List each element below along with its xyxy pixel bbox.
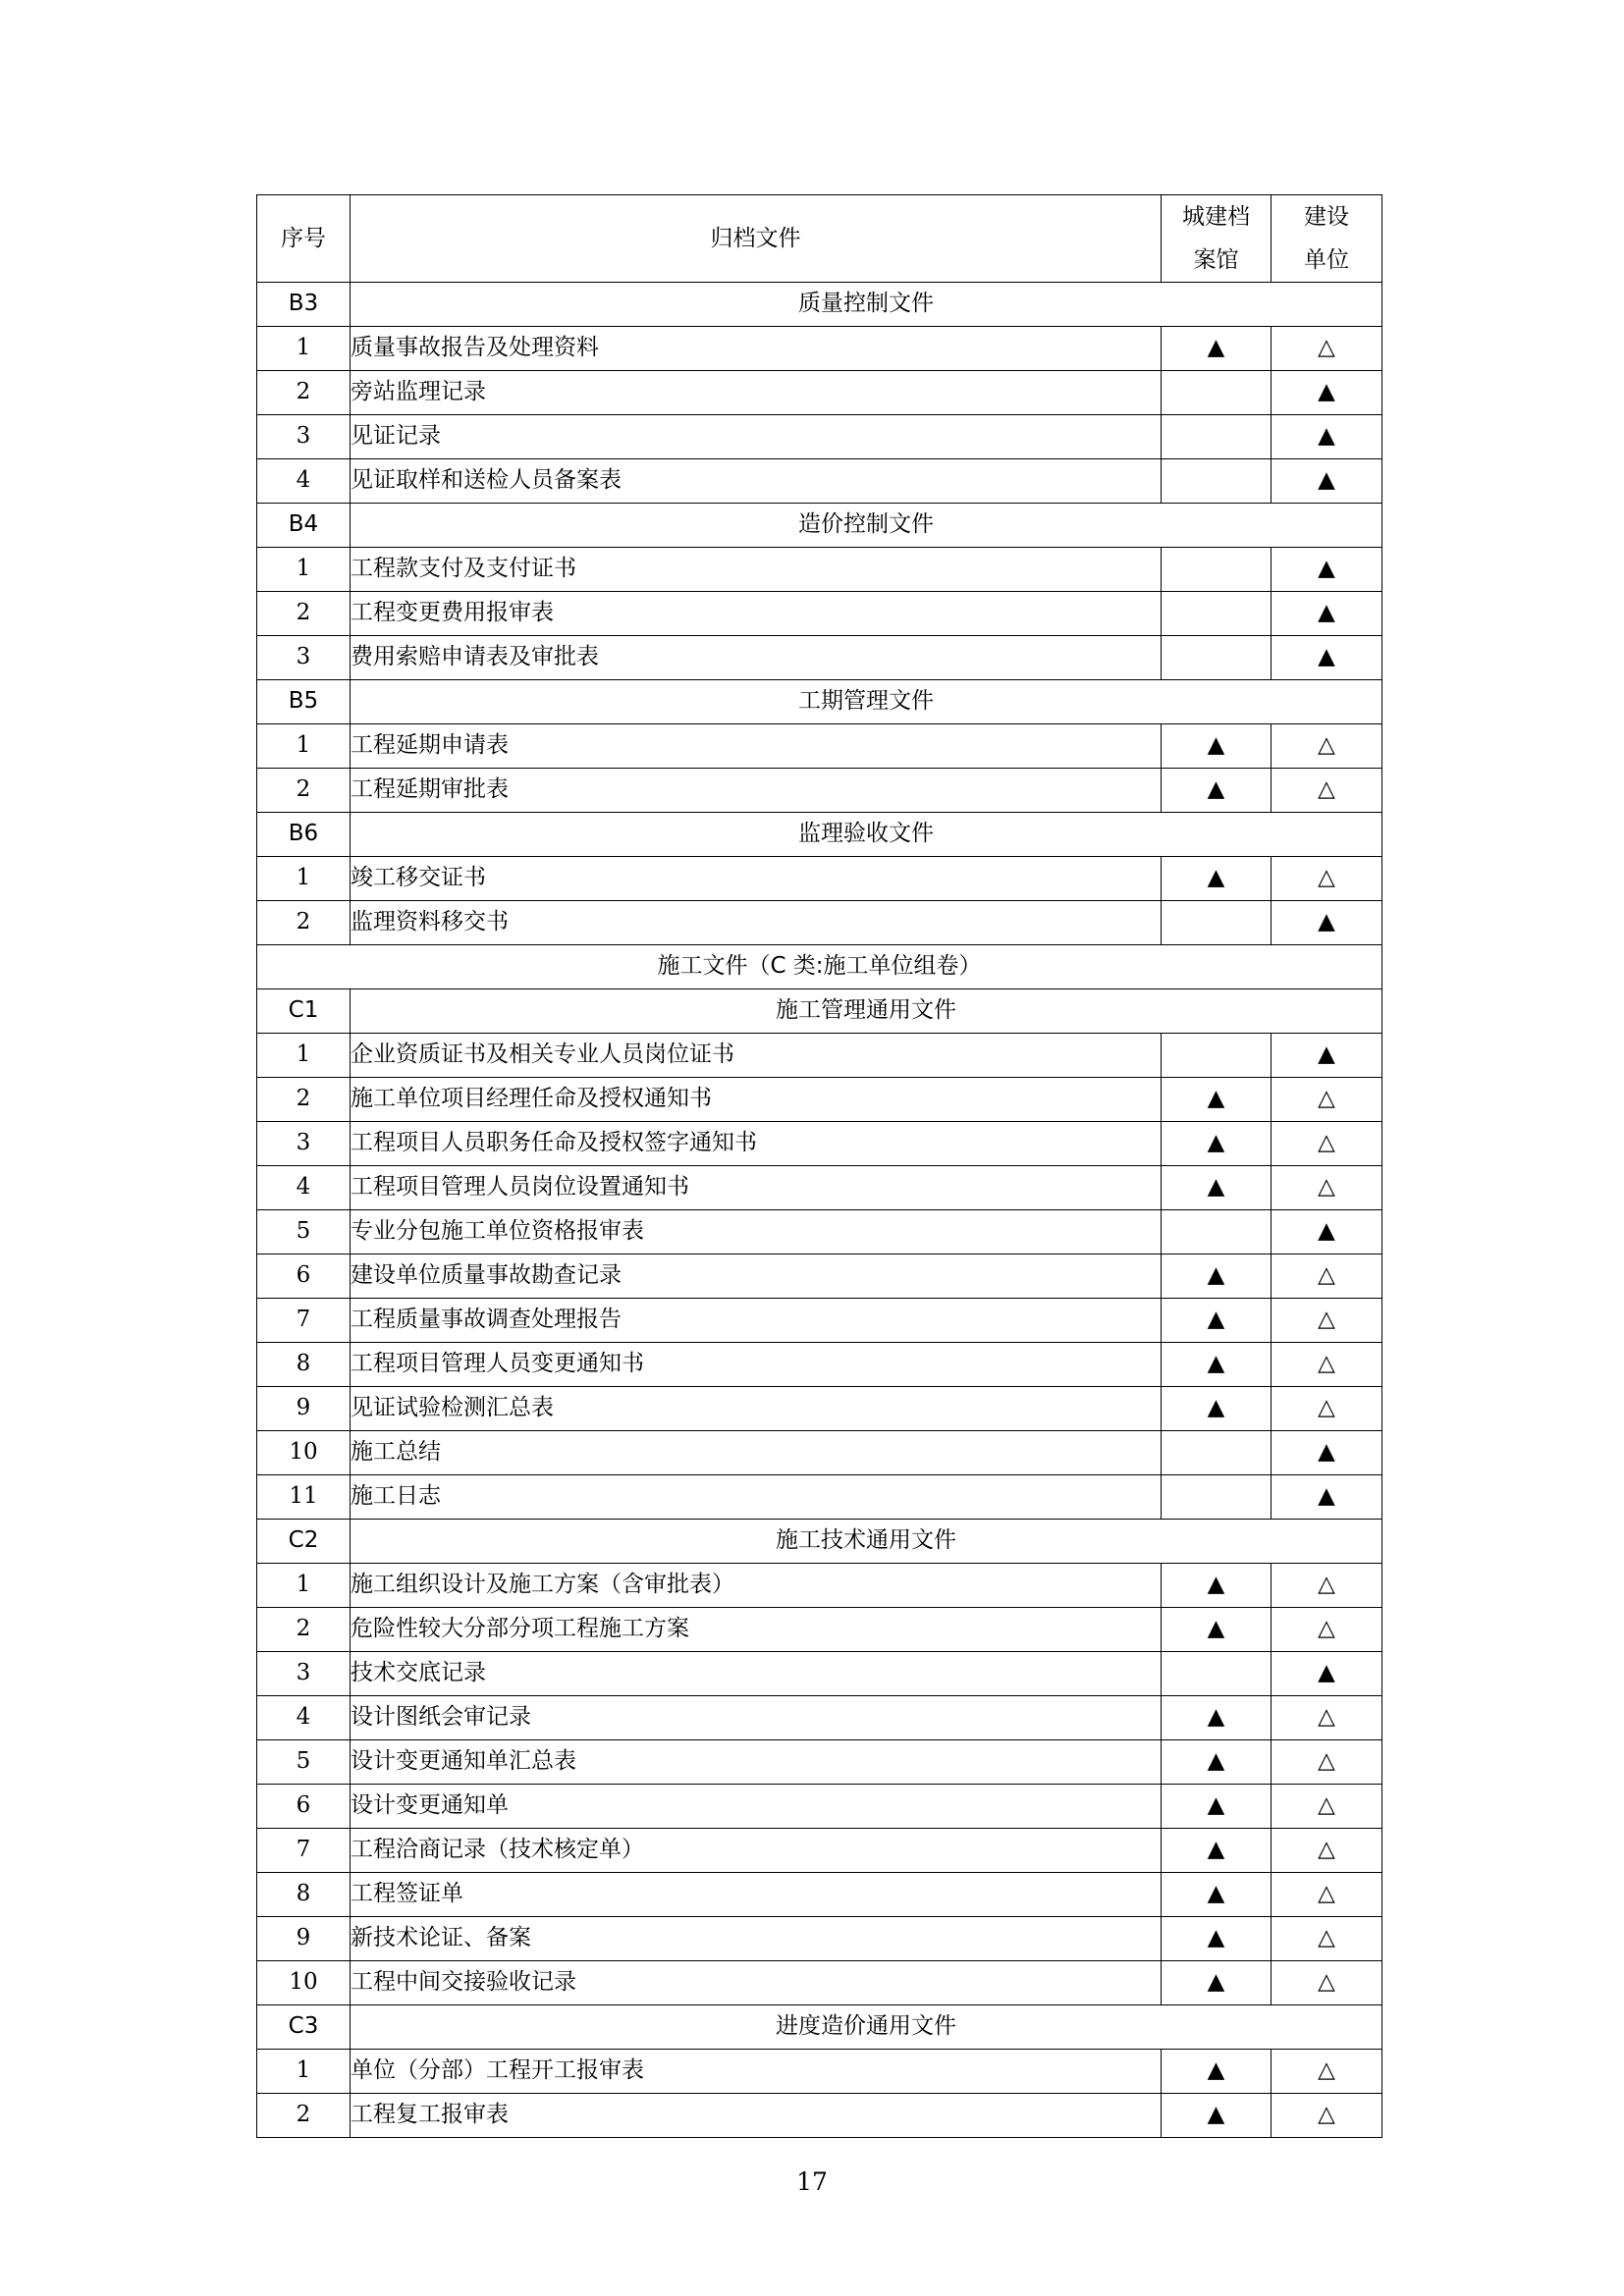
section-code: B6: [257, 813, 351, 857]
item-name: 建设单位质量事故勘查记录: [351, 1255, 1162, 1299]
archive-mark: [1162, 548, 1272, 592]
unit-mark: △: [1272, 2094, 1382, 2138]
archive-mark: [1162, 1652, 1272, 1696]
table-row: [257, 1873, 1382, 1917]
item-number: 2: [257, 1608, 351, 1652]
item-name: 工程项目人员职务任命及授权签字通知书: [351, 1122, 1162, 1166]
archive-mark: [1162, 415, 1272, 459]
item-name: 单位（分部）工程开工报审表: [351, 2050, 1162, 2094]
item-number: 2: [257, 769, 351, 813]
item-name: 见证记录: [351, 415, 1162, 459]
item-name: 旁站监理记录: [351, 371, 1162, 415]
table-row: [257, 724, 1382, 769]
unit-mark: △: [1272, 1829, 1382, 1873]
table-row: [257, 1078, 1382, 1122]
archive-mark: ▲: [1162, 1961, 1272, 2005]
section-row: [257, 504, 1382, 548]
table-row: [257, 2094, 1382, 2138]
item-number: 3: [257, 1652, 351, 1696]
section-code: C1: [257, 989, 351, 1034]
category-row: [257, 945, 1382, 989]
header-serial-no: 序号: [257, 195, 351, 283]
unit-mark: △: [1272, 327, 1382, 371]
unit-mark: ▲: [1272, 371, 1382, 415]
unit-mark: ▲: [1272, 636, 1382, 680]
section-row: [257, 989, 1382, 1034]
table-row: [257, 1387, 1382, 1431]
item-name: 工程款支付及支付证书: [351, 548, 1162, 592]
archive-mark: ▲: [1162, 2050, 1272, 2094]
unit-mark: △: [1272, 769, 1382, 813]
unit-mark: ▲: [1272, 459, 1382, 504]
archive-mark: [1162, 1431, 1272, 1475]
archive-mark: ▲: [1162, 1255, 1272, 1299]
section-title: 进度造价通用文件: [351, 2005, 1382, 2050]
header-city-archive: 城建档 案馆: [1162, 195, 1272, 283]
archive-mark: ▲: [1162, 724, 1272, 769]
table-row: [257, 415, 1382, 459]
archive-mark: [1162, 901, 1272, 945]
table-row: [257, 1122, 1382, 1166]
table-row: [257, 2050, 1382, 2094]
archive-mark: ▲: [1162, 1166, 1272, 1210]
item-name: 新技术论证、备案: [351, 1917, 1162, 1961]
category-title: 施工文件（C 类:施工单位组卷）: [257, 945, 1382, 989]
archive-mark: ▲: [1162, 1873, 1272, 1917]
unit-mark: △: [1272, 1785, 1382, 1829]
table-row: [257, 769, 1382, 813]
item-number: 5: [257, 1740, 351, 1785]
table-row: [257, 1034, 1382, 1078]
item-number: 10: [257, 1961, 351, 2005]
table-row: [257, 592, 1382, 636]
table-row: [257, 459, 1382, 504]
item-number: 2: [257, 1078, 351, 1122]
item-name: 危险性较大分部分项工程施工方案: [351, 1608, 1162, 1652]
section-title: 施工管理通用文件: [351, 989, 1382, 1034]
section-title: 质量控制文件: [351, 283, 1382, 327]
item-number: 4: [257, 1696, 351, 1740]
unit-mark: △: [1272, 1387, 1382, 1431]
item-name: 工程复工报审表: [351, 2094, 1162, 2138]
archive-mark: ▲: [1162, 857, 1272, 901]
section-row: [257, 1520, 1382, 1564]
table-row: [257, 1785, 1382, 1829]
unit-mark: △: [1272, 1122, 1382, 1166]
table-row: [257, 1210, 1382, 1255]
unit-mark: △: [1272, 1564, 1382, 1608]
table-header-row: [257, 195, 1382, 283]
item-name: 工程中间交接验收记录: [351, 1961, 1162, 2005]
item-number: 1: [257, 1034, 351, 1078]
unit-mark: ▲: [1272, 1431, 1382, 1475]
unit-mark: △: [1272, 2050, 1382, 2094]
archive-mark: ▲: [1162, 1564, 1272, 1608]
table-row: [257, 1166, 1382, 1210]
unit-mark: △: [1272, 857, 1382, 901]
item-number: 10: [257, 1431, 351, 1475]
archive-mark: [1162, 1210, 1272, 1255]
table-row: [257, 1652, 1382, 1696]
item-number: 8: [257, 1873, 351, 1917]
item-number: 4: [257, 1166, 351, 1210]
table-row: [257, 327, 1382, 371]
item-number: 7: [257, 1829, 351, 1873]
item-number: 2: [257, 2094, 351, 2138]
archive-mark: ▲: [1162, 1122, 1272, 1166]
item-number: 11: [257, 1475, 351, 1520]
unit-mark: ▲: [1272, 1034, 1382, 1078]
header-construction-unit: 建设 单位: [1272, 195, 1382, 283]
table-row: [257, 1961, 1382, 2005]
item-number: 2: [257, 901, 351, 945]
page-number: 17: [796, 2167, 828, 2196]
item-name: 工程变更费用报审表: [351, 592, 1162, 636]
archive-mark: ▲: [1162, 327, 1272, 371]
item-name: 见证取样和送检人员备案表: [351, 459, 1162, 504]
item-name: 工程项目管理人员变更通知书: [351, 1343, 1162, 1387]
archive-mark: [1162, 636, 1272, 680]
table-row: [257, 857, 1382, 901]
table-row: [257, 636, 1382, 680]
item-name: 竣工移交证书: [351, 857, 1162, 901]
section-title: 监理验收文件: [351, 813, 1382, 857]
section-code: B4: [257, 504, 351, 548]
table-row: [257, 548, 1382, 592]
unit-mark: △: [1272, 1343, 1382, 1387]
table-row: [257, 1431, 1382, 1475]
archive-mark: ▲: [1162, 1829, 1272, 1873]
archive-mark: ▲: [1162, 1299, 1272, 1343]
table-row: [257, 901, 1382, 945]
item-number: 1: [257, 327, 351, 371]
item-number: 2: [257, 592, 351, 636]
archive-mark: ▲: [1162, 1608, 1272, 1652]
item-name: 工程质量事故调查处理报告: [351, 1299, 1162, 1343]
archive-mark: ▲: [1162, 769, 1272, 813]
unit-mark: △: [1272, 1917, 1382, 1961]
item-number: 8: [257, 1343, 351, 1387]
section-title: 造价控制文件: [351, 504, 1382, 548]
unit-mark: △: [1272, 1078, 1382, 1122]
unit-mark: ▲: [1272, 1652, 1382, 1696]
item-name: 施工组织设计及施工方案（含审批表）: [351, 1564, 1162, 1608]
unit-mark: △: [1272, 1696, 1382, 1740]
table-row: [257, 1299, 1382, 1343]
archive-mark: ▲: [1162, 1078, 1272, 1122]
table-row: [257, 371, 1382, 415]
unit-mark: △: [1272, 724, 1382, 769]
item-number: 3: [257, 636, 351, 680]
table-row: [257, 1917, 1382, 1961]
archive-mark: ▲: [1162, 1917, 1272, 1961]
archive-mark: ▲: [1162, 1740, 1272, 1785]
unit-mark: △: [1272, 1166, 1382, 1210]
item-name: 工程洽商记录（技术核定单）: [351, 1829, 1162, 1873]
section-code: C3: [257, 2005, 351, 2050]
table-row: [257, 1343, 1382, 1387]
table-row: [257, 1564, 1382, 1608]
item-name: 工程延期申请表: [351, 724, 1162, 769]
unit-mark: △: [1272, 1299, 1382, 1343]
section-code: B3: [257, 283, 351, 327]
section-code: C2: [257, 1520, 351, 1564]
unit-mark: ▲: [1272, 1210, 1382, 1255]
item-number: 1: [257, 724, 351, 769]
archive-mark: [1162, 371, 1272, 415]
item-number: 3: [257, 415, 351, 459]
archive-mark: ▲: [1162, 1785, 1272, 1829]
item-number: 1: [257, 548, 351, 592]
archive-mark: ▲: [1162, 2094, 1272, 2138]
item-number: 6: [257, 1255, 351, 1299]
item-name: 施工总结: [351, 1431, 1162, 1475]
table-body: [257, 283, 1382, 2138]
item-number: 3: [257, 1122, 351, 1166]
unit-mark: ▲: [1272, 548, 1382, 592]
section-row: [257, 680, 1382, 724]
item-number: 7: [257, 1299, 351, 1343]
item-name: 专业分包施工单位资格报审表: [351, 1210, 1162, 1255]
item-name: 质量事故报告及处理资料: [351, 327, 1162, 371]
item-number: 1: [257, 2050, 351, 2094]
section-row: [257, 2005, 1382, 2050]
unit-mark: △: [1272, 1608, 1382, 1652]
item-number: 6: [257, 1785, 351, 1829]
item-name: 见证试验检测汇总表: [351, 1387, 1162, 1431]
unit-mark: ▲: [1272, 592, 1382, 636]
item-name: 技术交底记录: [351, 1652, 1162, 1696]
item-number: 5: [257, 1210, 351, 1255]
item-name: 监理资料移交书: [351, 901, 1162, 945]
archive-mark: [1162, 1475, 1272, 1520]
table-row: [257, 1255, 1382, 1299]
archive-mark: [1162, 1034, 1272, 1078]
item-name: 施工单位项目经理任命及授权通知书: [351, 1078, 1162, 1122]
item-name: 施工日志: [351, 1475, 1162, 1520]
item-name: 工程签证单: [351, 1873, 1162, 1917]
unit-mark: ▲: [1272, 901, 1382, 945]
section-row: [257, 813, 1382, 857]
item-name: 设计变更通知单: [351, 1785, 1162, 1829]
table-row: [257, 1740, 1382, 1785]
item-number: 2: [257, 371, 351, 415]
table-row: [257, 1475, 1382, 1520]
unit-mark: ▲: [1272, 1475, 1382, 1520]
section-title: 工期管理文件: [351, 680, 1382, 724]
archive-mark: ▲: [1162, 1343, 1272, 1387]
archive-file-table: [256, 194, 1382, 2138]
item-name: 工程延期审批表: [351, 769, 1162, 813]
unit-mark: △: [1272, 1740, 1382, 1785]
header-archive-file: 归档文件: [351, 195, 1162, 283]
item-name: 企业资质证书及相关专业人员岗位证书: [351, 1034, 1162, 1078]
archive-mark: [1162, 592, 1272, 636]
table-row: [257, 1829, 1382, 1873]
table-row: [257, 1608, 1382, 1652]
item-name: 工程项目管理人员岗位设置通知书: [351, 1166, 1162, 1210]
table-row: [257, 1696, 1382, 1740]
unit-mark: ▲: [1272, 415, 1382, 459]
section-row: [257, 283, 1382, 327]
unit-mark: △: [1272, 1873, 1382, 1917]
item-number: 9: [257, 1387, 351, 1431]
unit-mark: △: [1272, 1961, 1382, 2005]
section-title: 施工技术通用文件: [351, 1520, 1382, 1564]
unit-mark: △: [1272, 1255, 1382, 1299]
section-code: B5: [257, 680, 351, 724]
item-name: 设计变更通知单汇总表: [351, 1740, 1162, 1785]
item-number: 1: [257, 1564, 351, 1608]
item-name: 设计图纸会审记录: [351, 1696, 1162, 1740]
archive-mark: ▲: [1162, 1696, 1272, 1740]
archive-mark: [1162, 459, 1272, 504]
item-number: 4: [257, 459, 351, 504]
archive-mark: ▲: [1162, 1387, 1272, 1431]
item-number: 1: [257, 857, 351, 901]
item-number: 9: [257, 1917, 351, 1961]
item-name: 费用索赔申请表及审批表: [351, 636, 1162, 680]
